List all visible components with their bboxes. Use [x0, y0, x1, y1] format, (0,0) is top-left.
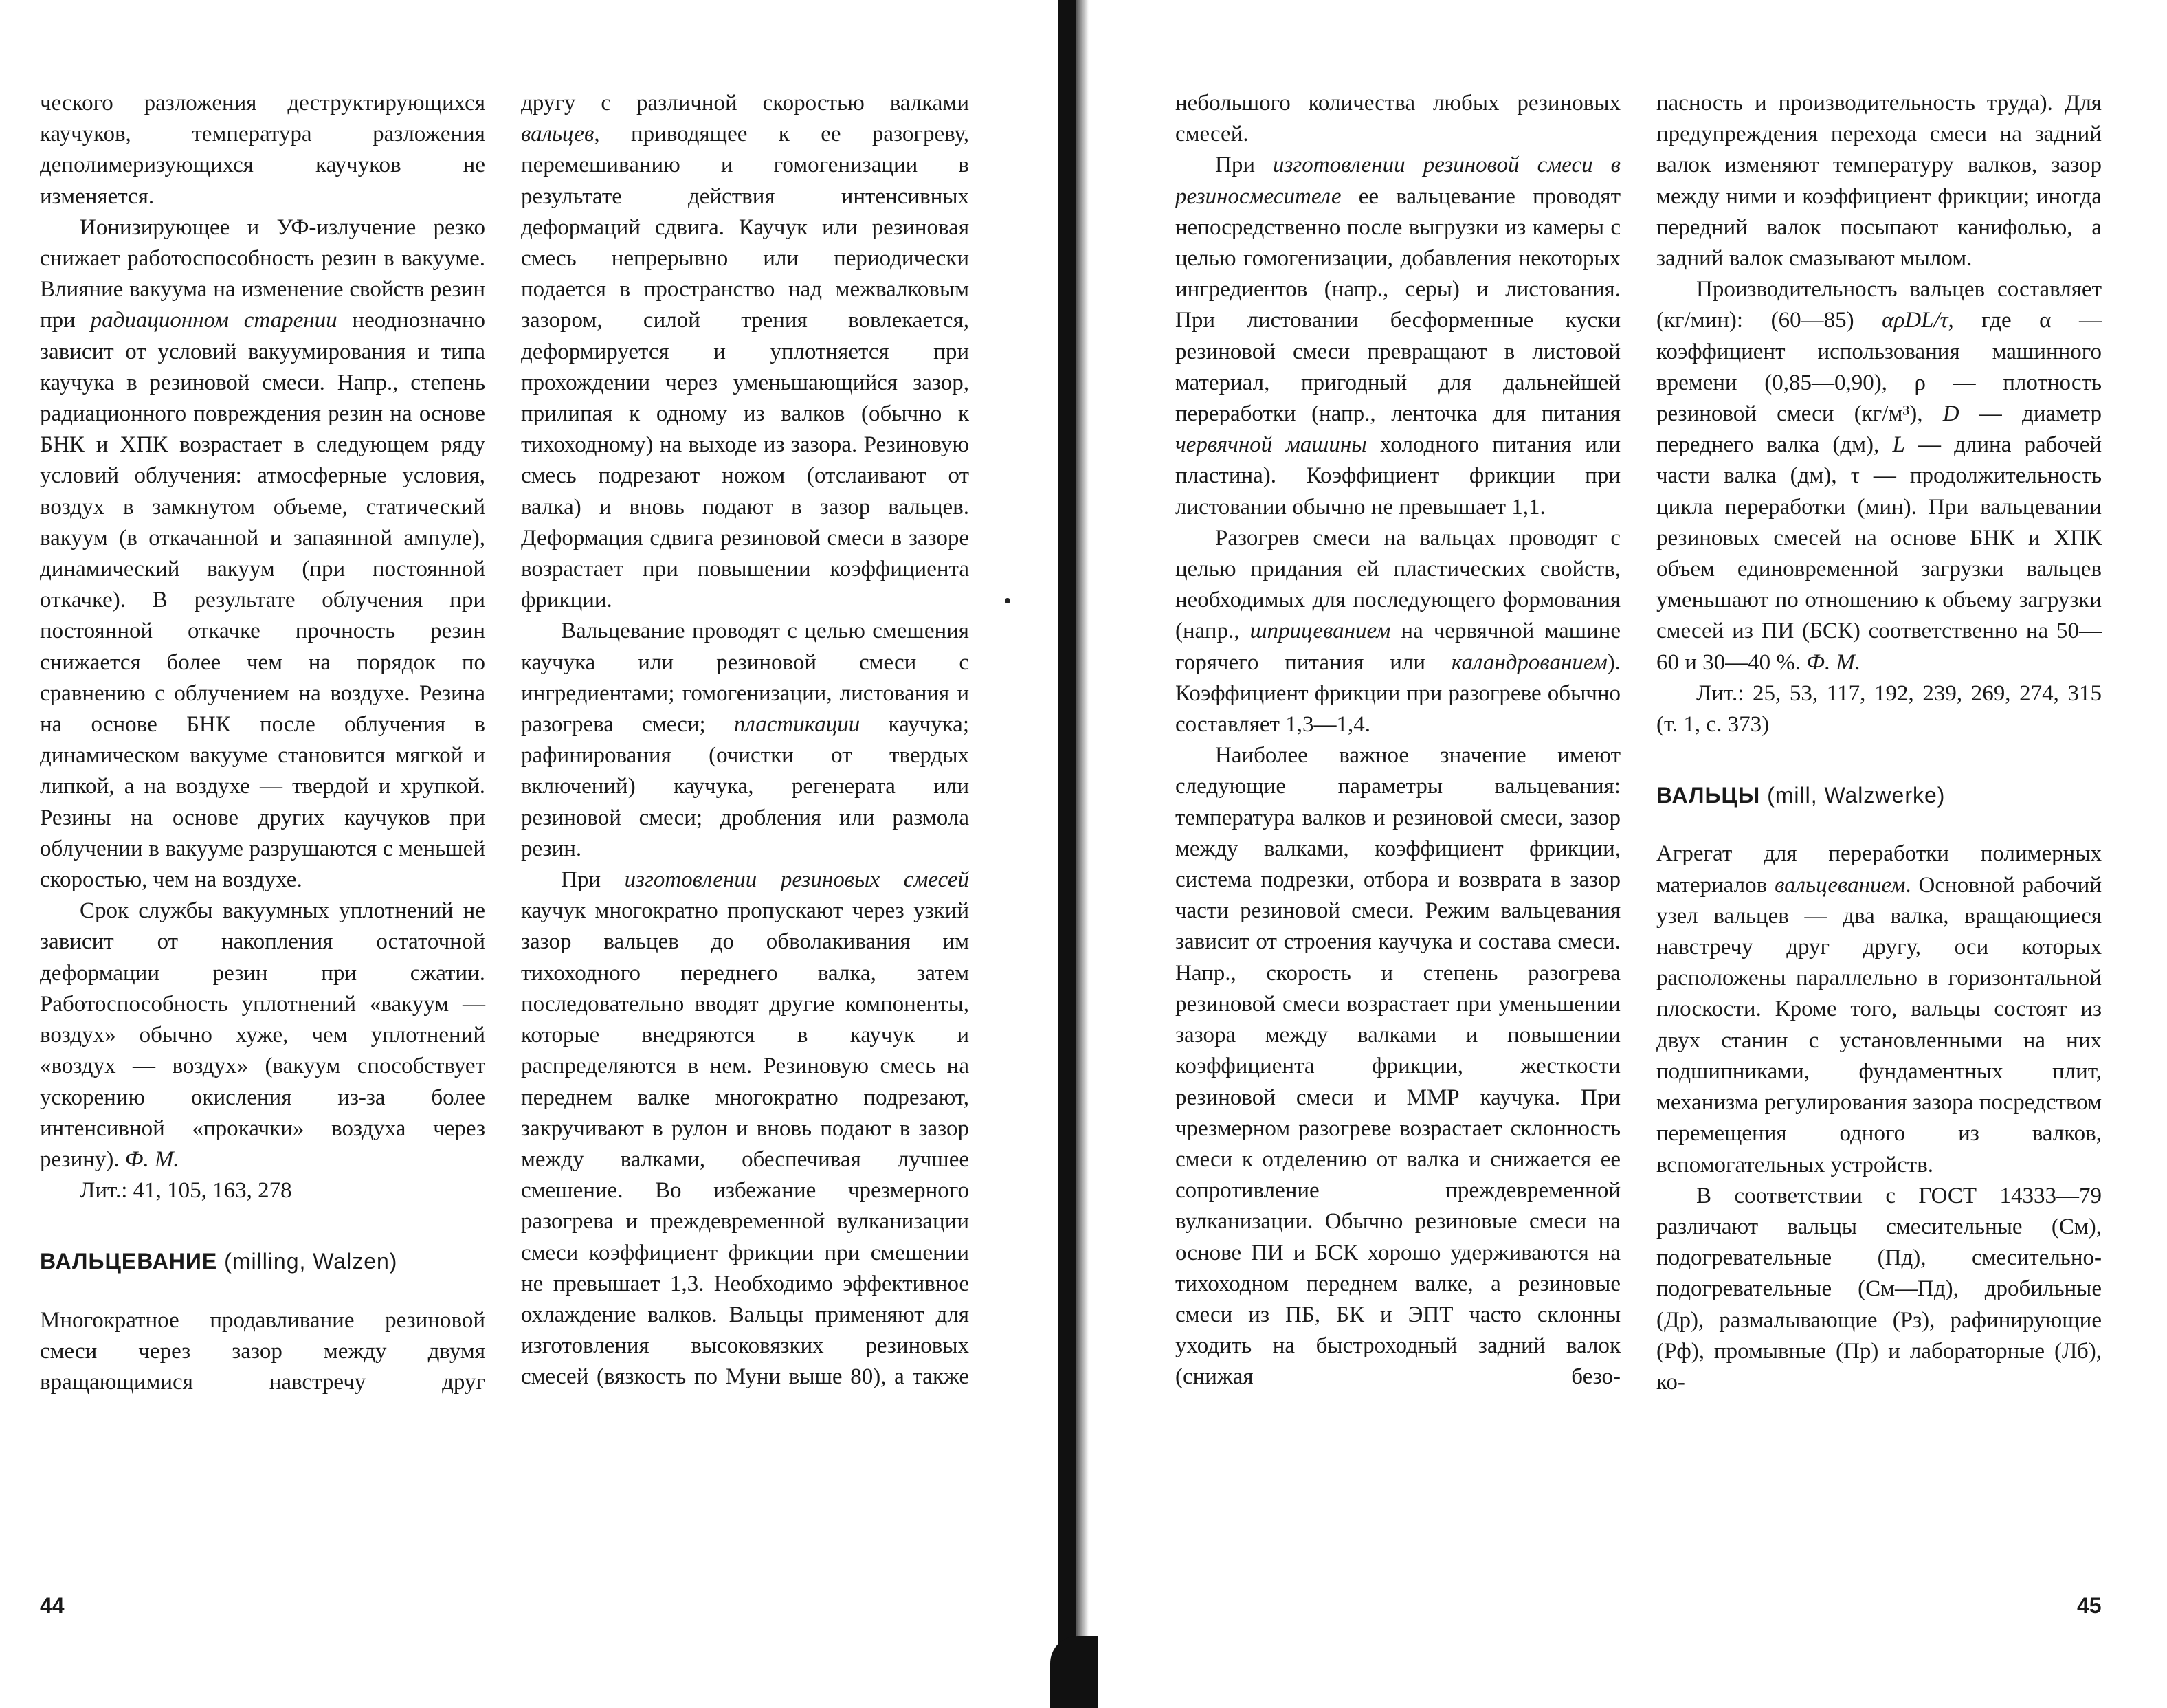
right-page-column-2	[1656, 88, 2102, 1398]
paragraph	[1656, 678, 2102, 740]
italic-term: шприцеванием	[1249, 619, 1391, 644]
book-gutter-shadow	[1058, 0, 1076, 1708]
text-run: ее вальцевание проводят непосредственно после выгрузки из камеры с целью гомогенизации, добавления некоторых ингредиентов (напр., серы) и листования. При листовании бесформенные куски резиновой смеси превращают в листовой материал, пригодный для дальнейшей переработки (напр., ленточка для питания	[1175, 184, 1621, 427]
text-run: каучука; рафинирования (очистки от твердых включений) каучука, регенерата или резиновой смеси; дробления или размола резин.	[521, 712, 969, 861]
text-run: , где α — коэффициент использования машинного времени (0,85—0,90), ρ — плотность резиновой смеси (кг/м³),	[1656, 308, 2102, 427]
italic-term: вальцев	[521, 122, 594, 147]
gutter-corner-shadow	[1050, 1636, 1098, 1708]
text-run: холодного питания или пластина). Коэффициент фрикции при листовании обычно не превышает 1,1.	[1175, 432, 1621, 520]
text-run: ческого разложения деструктирующихся каучуков, температура разложения деполимеризующихся каучуков не изменяется.	[40, 91, 485, 209]
italic-term: изготовлении резиновой смеси в резиносмесителе	[1175, 153, 1621, 209]
paragraph	[40, 88, 485, 212]
text-run: каучук многократно пропускают через узкий зазор вальцев до обволакивания им тихоходного переднего валка, затем последовательно вводят другие компоненты, которые внедряются в каучук и распределяются в нем. Резиновую смесь на переднем валке многократно подрезают, закручивают в рулон и вновь подают в зазор между валками, обеспечивая лучшее смешение. Во избежание чрезмерного разогрева и преждевременной вулканизации смеси коэффициент фрикции при смешении не превышает 1,3. Необходимо эффективное охлаждение валков. Вальцы применяют для изготовления высоковязких резиновых смесей (вязкость по Муни выше 80), а также	[521, 898, 969, 1390]
article-heading	[1656, 780, 2102, 811]
text-run: — длина рабочей части валка (дм), τ — продолжительность цикла переработки (мин). При вальцевании резиновых смесей на основе БНК и ХПК объем единовременной загрузки вальцев уменьшают по отношению к объему загрузки смесей из ПИ (БСК) соответственно на 50—60 и 30—40 %.	[1656, 432, 2102, 675]
paragraph	[1656, 839, 2102, 1180]
text-run: Ионизирующее и УФ-излучение резко снижает работоспособность резин в вакууме. Влияние вакуума на изменение свойств резин при	[40, 214, 485, 333]
paragraph	[1656, 88, 2102, 274]
text-run: Срок службы вакуумных уплотнений не зависит от накопления остаточной деформации резин при сжатии. Работоспособность уплотнений «вакуум — воздух» обычно хуже, чем уплотнений «воздух — воздух» (вакуум способствует ускорению окисления из-за более интенсивной «прокачки» воздуха через резину).	[40, 898, 485, 1172]
left-page-column-2	[521, 88, 969, 1393]
text-run: на червячной машине горячего питания или	[1175, 619, 1621, 675]
paragraph	[1175, 523, 1621, 740]
paragraph	[40, 1305, 485, 1399]
article-title: ВАЛЬЦЫ	[1656, 783, 1768, 808]
right-page-column-1	[1175, 88, 1621, 1393]
text-run: При	[1215, 153, 1274, 178]
italic-term: каландрованием	[1451, 650, 1608, 675]
text-run: ). Коэффициент фрикции при разогреве обычно составляет 1,3—1,4.	[1175, 650, 1621, 737]
paragraph	[521, 865, 969, 1393]
scan-speck	[1005, 598, 1010, 603]
left-page-column-1	[40, 88, 485, 1398]
text-run: , приводящее к ее разогреву, перемешиванию и гомогенизации в результате действия интенсивных деформаций сдвига. Каучук или резиновая смесь непрерывно или периодически подается в пространство над межвалковым зазором, силой трения вовлекается, деформируется и уплотняется при прохождении через уменьшающийся зазор, прилипая к одному из валков (обычно к тихоходному) на выходе из зазора. Резиновую смесь подрезают ножом (отслаивают от валка) и вновь подают в зазор вальцев. Деформация сдвига резиновой смеси в зазоре возрастает при повышении коэффициента фрикции.	[521, 122, 969, 613]
italic-term: L	[1892, 432, 1905, 458]
text-run: неоднозначно зависит от условий вакуумирования и типа каучука в резиновой смеси. Напр., степень радиационного повреждения резин на основе БНК и ХПК возрастает в следующем ряду условий облучения: атмосферные условия, воздух в замкнутом объеме, статический вакуум (в откачанной и запаянной ампуле), динамический вакуум (при постоянной откачке). В результате облучения при постоянной откачке прочность резин снижается более чем на порядок по сравнению с облучением на воздухе. Резина на основе БНК после облучения в динамическом вакууме становится мягкой и липкой, а на воздухе — твердой и хрупкой. Резины на основе других каучуков при облучении в вакууме разрушаются с меньшей скоростью, чем на воздухе.	[40, 308, 485, 893]
text-run: В соответствии с ГОСТ 14333—79 различают вальцы смесительные (См), подогревательные (Пд), смесительно-подогревательные (См—Пд), дробильные (Др), размалывающие (Рз), рафинирующие (Рф), промывные (Пр) и лабораторные (Лб), ко-	[1656, 1183, 2102, 1395]
paragraph	[1175, 88, 1621, 150]
italic-term: пластикации	[733, 712, 860, 737]
article-title-translation: (milling, Walzen)	[224, 1249, 398, 1274]
text-run: Разогрев смеси на вальцах проводят с целью придания ей пластических свойств, необходимых для последующего формования (напр.,	[1175, 525, 1621, 644]
page-number-left: 44	[40, 1593, 65, 1618]
italic-term: D	[1942, 401, 1959, 427]
italic-term: радиационном старении	[90, 308, 337, 333]
text-run: Производительность вальцев составляет (кг/мин): (60—85)	[1656, 277, 2102, 333]
text-run: пасность и производительность труда). Для предупреждения перехода смеси на задний валок изменяют температуру валков, зазор между ними и коэффициент фрикции; иногда передний валок посыпают канифолью, а задний валок смазывают мылом.	[1656, 91, 2102, 271]
italic-term: Ф. М.	[1806, 650, 1861, 675]
article-title-translation: (mill, Walzwerke)	[1767, 783, 1946, 808]
paragraph	[1656, 274, 2102, 678]
italic-term: изготовлении резиновых смесей	[624, 867, 969, 893]
text-run: Лит.: 41, 105, 163, 278	[80, 1178, 292, 1204]
paragraph	[40, 896, 485, 1175]
page-number-right: 45	[2077, 1593, 2102, 1618]
text-run: небольшого количества любых резиновых смесей.	[1175, 91, 1621, 147]
text-run: другу с различной скоростью валками	[521, 91, 969, 115]
text-run: Наиболее важное значение имеют следующие параметры вальцевания: температура валков и резиновой смеси, зазор между валками, коэффициент фрикции, система подрезки, отбора и возврата в зазор части резиновой смеси. Режим вальцевания зависит от строения каучука и состава смеси. Напр., скорость и степень разогрева резиновой смеси возрастает при уменьшении зазора между валками и повышении коэффициента фрикции, жесткости резиновой смеси и ММР каучука. При чрезмерном разогреве возрастает склонность смеси к отделению от валка и снижается ее сопротивление преждевременной вулканизации. Обычно резиновые смеси на основе ПИ и БСК хорошо удерживаются на тихоходном переднем валке, а резиновые смеси из ПБ, БК и ЭПТ часто склонны уходить на быстроходный задний валок (снижая безо-	[1175, 743, 1621, 1390]
paragraph	[1175, 740, 1621, 1393]
italic-term: вальцеванием	[1775, 872, 1906, 898]
italic-term: червячной машины	[1175, 432, 1367, 458]
text-run: — диаметр переднего валка (дм),	[1656, 401, 2102, 458]
article-heading	[40, 1246, 485, 1277]
text-run: Многократное продавливание резиновой смеси через зазор между двумя вращающимися навстречу друг	[40, 1307, 485, 1395]
text-run: Лит.: 25, 53, 117, 192, 239, 269, 274, 315 (т. 1, с. 373)	[1656, 680, 2102, 737]
text-run: Вальцевание проводят с целью смешения каучука или резиновой смеси с ингредиентами; гомогенизации, листования и разогрева смеси;	[521, 619, 969, 737]
paragraph	[1175, 150, 1621, 522]
article-title: ВАЛЬЦЕВАНИЕ	[40, 1249, 225, 1274]
paragraph	[40, 1175, 485, 1206]
text-run: Агрегат для переработки полимерных материалов	[1656, 841, 2102, 898]
gutter-fade	[1076, 0, 1089, 1708]
italic-term: αρDL/τ	[1882, 308, 1948, 333]
italic-term: Ф. М.	[124, 1146, 179, 1172]
paragraph	[521, 616, 969, 865]
paragraph	[521, 88, 969, 616]
paragraph	[1656, 1181, 2102, 1398]
paragraph	[40, 212, 485, 896]
text-run: При	[561, 867, 625, 893]
text-run: . Основной рабочий узел вальцев — два валка, вращающиеся навстречу друг другу, оси которых расположены параллельно в горизонтальной плоскости. Кроме того, вальцы состоят из двух станин с установленными на них подшипниками, фундаментных плит, механизма регулирования зазора посредством перемещения одного из валков, вспомогательных устройств.	[1656, 872, 2102, 1177]
